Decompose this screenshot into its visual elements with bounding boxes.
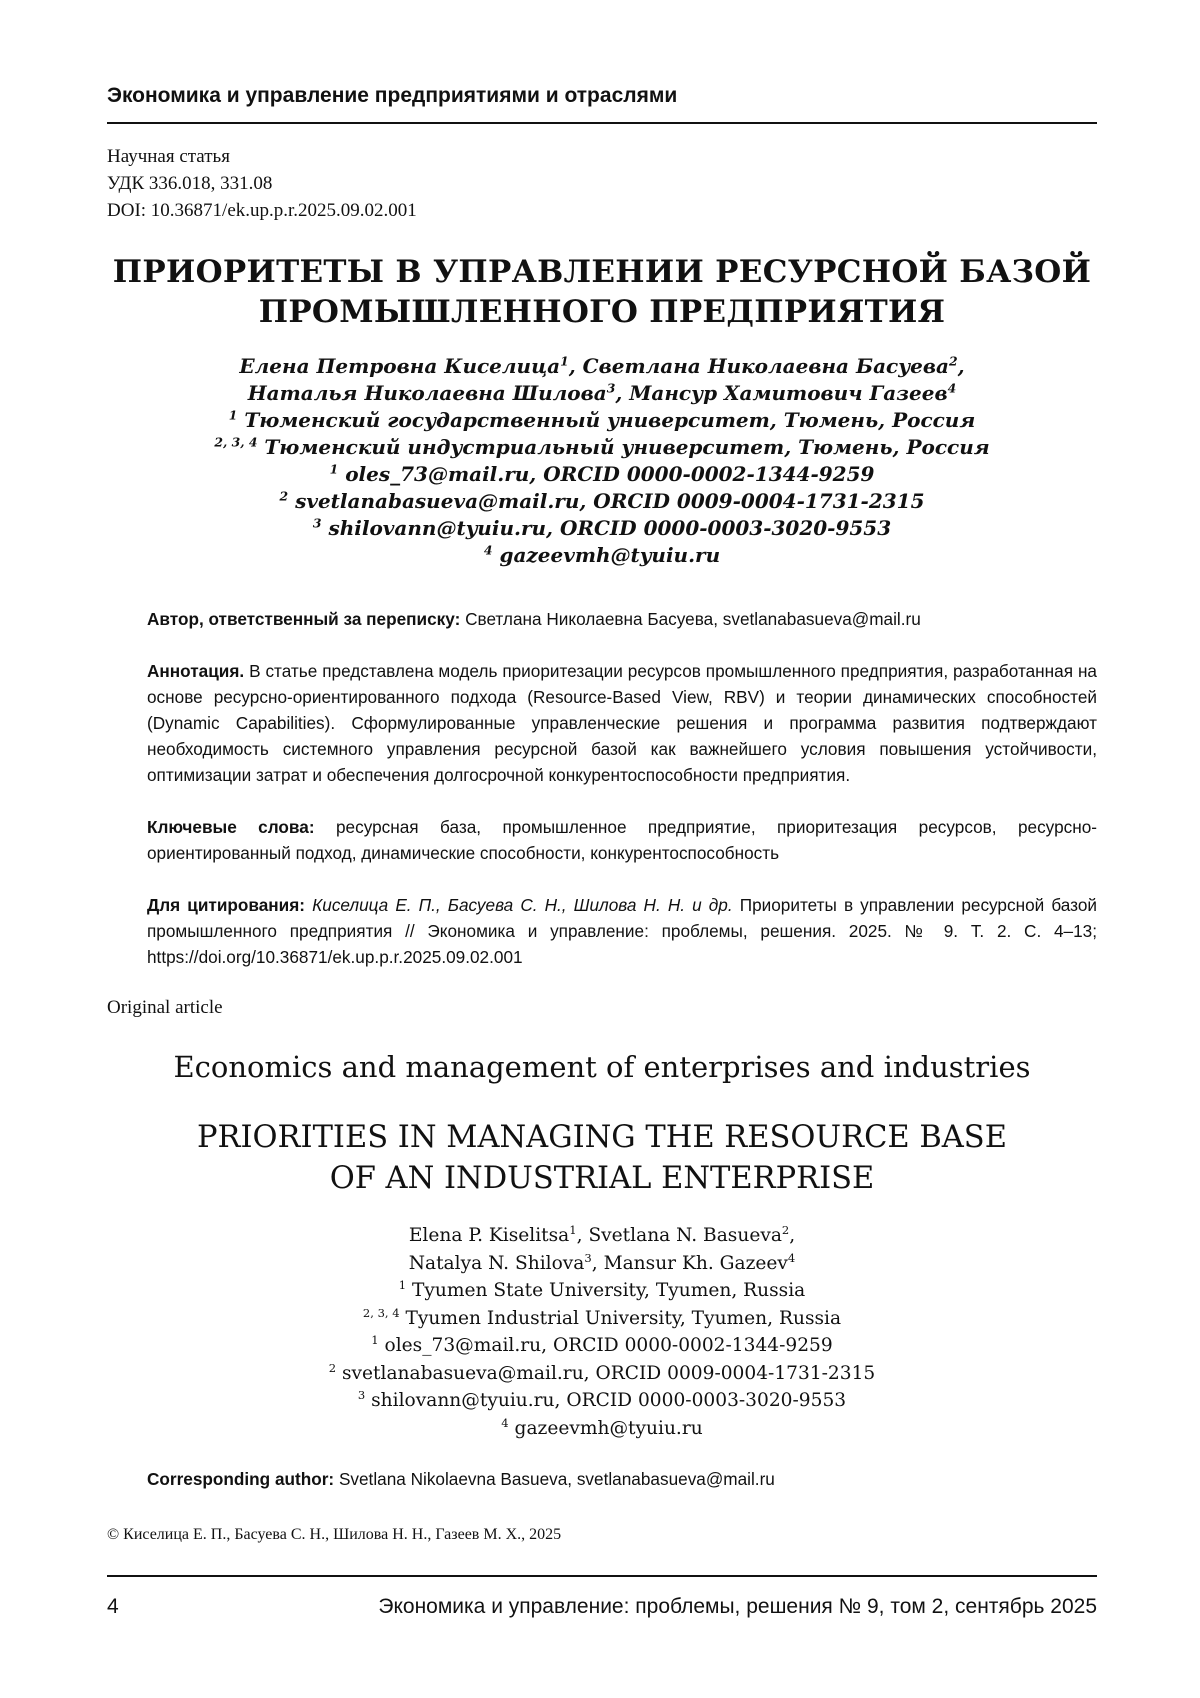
separator: ,	[592, 1253, 598, 1274]
article-type: Научная статья	[107, 143, 417, 170]
affiliation-text: Тюменский государственный университет, Тюмень, Россия	[244, 408, 975, 432]
contact-sup: 2	[279, 488, 288, 503]
contact-sup: 3	[358, 1388, 365, 1402]
affiliation-2-en	[107, 1305, 1097, 1333]
author-3-sup: 3	[607, 380, 616, 395]
abstract	[147, 658, 1097, 788]
author-1-sup: 1	[560, 353, 569, 368]
title-ru-line-2: ПРОМЫШЛЕННОГО ПРЕДПРИЯТИЯ	[107, 292, 1097, 332]
contact-sup: 2	[329, 1360, 336, 1374]
authors-ru-line-2	[107, 380, 1097, 407]
title-ru-line-1: ПРИОРИТЕТЫ В УПРАВЛЕНИИ РЕСУРСНОЙ БАЗОЙ	[107, 252, 1097, 292]
contact-3-en	[107, 1387, 1097, 1415]
contact-4-en	[107, 1415, 1097, 1443]
author-1-en: Elena P. Kiselitsa	[409, 1225, 569, 1246]
citation-authors: Киселица Е. П., Басуева С. Н., Шилова Н. Н. и др.	[312, 895, 733, 915]
article-page	[0, 0, 1200, 1698]
abstract-label: Аннотация.	[147, 661, 244, 681]
authors-ru	[107, 353, 1097, 569]
contact-text: svetlanabasueva@mail.ru, ORCID 0009-0004-1731-2315	[295, 489, 924, 513]
page-number: 4	[107, 1595, 119, 1619]
contact-sup: 1	[371, 1333, 378, 1347]
separator: ,	[789, 1225, 795, 1246]
contact-text: shilovann@tyuiu.ru, ORCID 0000-0003-3020-9553	[371, 1390, 846, 1411]
author-4-en: Mansur Kh. Gazeev	[604, 1253, 788, 1274]
journal-footer: Экономика и управление: проблемы, решения № 9, том 2, сентябрь 2025	[378, 1595, 1097, 1619]
separator: ,	[958, 354, 965, 378]
affiliation-text: Тюменский индустриальный университет, Тюмень, Россия	[264, 435, 989, 459]
contact-4-ru	[107, 542, 1097, 569]
doi: DOI: 10.36871/ek.up.p.r.2025.09.02.001	[107, 197, 417, 224]
corresponding-label-en: Corresponding author:	[147, 1469, 334, 1489]
affiliation-text: Tyumen Industrial University, Tyumen, Russia	[405, 1308, 841, 1329]
contact-text: shilovann@tyuiu.ru, ORCID 0000-0003-3020-9553	[328, 516, 891, 540]
author-2-en: Svetlana N. Basueva	[588, 1225, 781, 1246]
affiliation-sup: 1	[229, 407, 238, 422]
header-rule	[107, 122, 1097, 124]
contact-text: gazeevmh@tyuiu.ru	[515, 1418, 703, 1439]
contact-3-ru	[107, 515, 1097, 542]
citation-text: Приоритеты в управлении ресурсной базой промышленного предприятия // Экономика и управление: проблемы, решения. 2025. № 9. Т. 2. С. 4–13; https://doi.org/10.36871/ek.up.p.r.2025.09.02.001	[147, 895, 1097, 967]
author-2-ru: Светлана Николаевна Басуева	[583, 354, 949, 378]
author-4-ru: Мансур Хамитович Газеев	[629, 381, 947, 405]
contact-sup: 1	[330, 461, 339, 476]
section-header: Экономика и управление предприятиями и отраслями	[107, 84, 1097, 108]
affiliation-sup: 1	[399, 1278, 406, 1292]
udc-code: УДК 336.018, 331.08	[107, 170, 417, 197]
authors-en	[107, 1222, 1097, 1442]
authors-ru-line-1	[107, 353, 1097, 380]
title-en-line-2: OF AN INDUSTRIAL ENTERPRISE	[107, 1158, 1097, 1199]
author-2-sup: 2	[949, 353, 958, 368]
contact-2-ru	[107, 488, 1097, 515]
author-4-sup: 4	[788, 1250, 795, 1264]
contact-sup: 4	[484, 542, 493, 557]
corresponding-author-ru	[147, 606, 1097, 632]
author-1-ru: Елена Петровна Киселица	[239, 354, 560, 378]
affiliation-text: Tyumen State University, Tyumen, Russia	[412, 1280, 805, 1301]
keywords-text: ресурсная база, промышленное предприятие, приоритезация ресурсов, ресурсно-ориентированный подход, динамические способности, конкурентоспособность	[147, 817, 1097, 863]
author-1-sup: 1	[569, 1223, 576, 1237]
footer-rule	[107, 1575, 1097, 1577]
abstract-text: В статье представлена модель приоритезации ресурсов промышленного предприятия, разработанная на основе ресурсно-ориентированного подхода (Resource-Based View, RBV) и теории динамических способностей (Dynamic Capabilities). Сформулированные управленческие решения и программа развития подтверждают необходимость системного управления ресурсной базой как важнейшего условия повышения устойчивости, оптимизации затрат и обеспечения долгосрочной конкурентоспособности предприятия.	[147, 661, 1097, 785]
authors-en-line-2	[107, 1250, 1097, 1278]
contact-2-en	[107, 1360, 1097, 1388]
corresponding-label-ru: Автор, ответственный за переписку:	[147, 609, 460, 629]
author-2-sup: 2	[782, 1223, 789, 1237]
contact-text: oles_73@mail.ru, ORCID 0000-0002-1344-9259	[345, 462, 874, 486]
separator: ,	[615, 381, 622, 405]
affiliation-sup: 2, 3, 4	[363, 1305, 400, 1319]
title-en-line-1: PRIORITIES IN MANAGING THE RESOURCE BASE	[107, 1117, 1097, 1158]
contact-sup: 4	[501, 1415, 508, 1429]
affiliation-1-ru	[107, 407, 1097, 434]
corresponding-author-en	[147, 1466, 1097, 1492]
article-meta	[107, 143, 417, 224]
separator: ,	[577, 1225, 583, 1246]
citation	[147, 892, 1097, 970]
contact-1-ru	[107, 461, 1097, 488]
affiliation-1-en	[107, 1277, 1097, 1305]
contact-1-en	[107, 1332, 1097, 1360]
rubric-en: Economics and management of enterprises and industries	[107, 1050, 1097, 1084]
keywords-label: Ключевые слова:	[147, 817, 315, 837]
corresponding-text-ru: Светлана Николаевна Басуева, svetlanabasueva@mail.ru	[465, 609, 921, 629]
authors-en-line-1	[107, 1222, 1097, 1250]
copyright-notice: © Киселица Е. П., Басуева С. Н., Шилова Н. Н., Газеев М. Х., 2025	[107, 1526, 561, 1544]
author-4-sup: 4	[948, 380, 957, 395]
separator: ,	[569, 354, 576, 378]
contact-sup: 3	[313, 515, 322, 530]
article-type-en: Original article	[107, 997, 223, 1019]
title-ru	[107, 252, 1097, 332]
contact-text: oles_73@mail.ru, ORCID 0000-0002-1344-9259	[385, 1335, 833, 1356]
title-en	[107, 1117, 1097, 1199]
contact-text: gazeevmh@tyuiu.ru	[499, 543, 720, 567]
affiliation-sup: 2, 3, 4	[214, 434, 257, 449]
author-3-en: Natalya N. Shilova	[409, 1253, 585, 1274]
affiliation-2-ru	[107, 434, 1097, 461]
corresponding-text-en: Svetlana Nikolaevna Basueva, svetlanabasueva@mail.ru	[339, 1469, 775, 1489]
author-3-ru: Наталья Николаевна Шилова	[248, 381, 607, 405]
citation-label: Для цитирования:	[147, 895, 305, 915]
author-3-sup: 3	[584, 1250, 591, 1264]
contact-text: svetlanabasueva@mail.ru, ORCID 0009-0004-1731-2315	[342, 1363, 875, 1384]
keywords	[147, 814, 1097, 866]
